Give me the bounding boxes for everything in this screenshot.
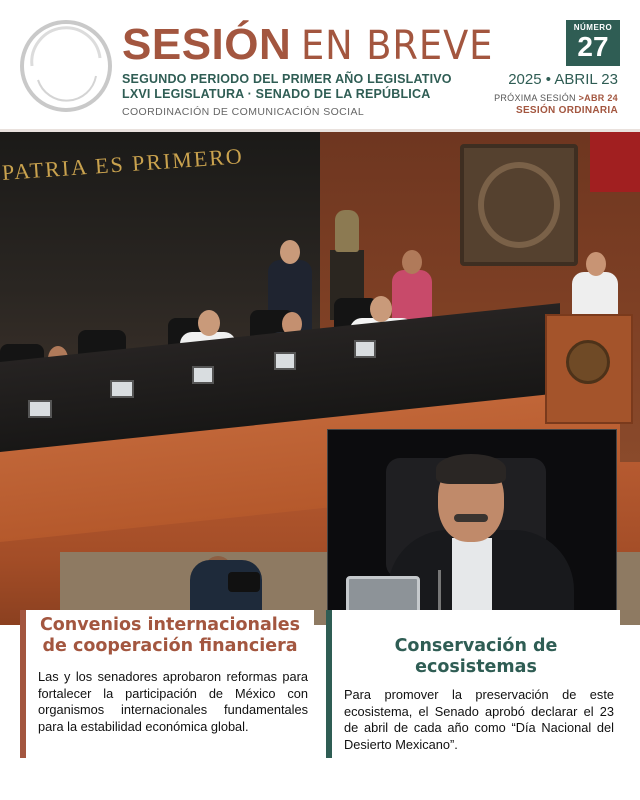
seated-person-head [370,296,392,322]
senate-logo-icon [18,18,114,114]
coordination-credit: COORDINACIÓN DE COMUNICACIÓN SOCIAL [122,106,365,118]
camera-icon [228,572,260,592]
issue-date: 2025 • ABRIL 23 [508,71,618,88]
subtitle-period: SEGUNDO PERIODO DEL PRIMER AÑO LEGISLATIVO [122,72,452,86]
desk-monitor [192,366,214,384]
wall-relief [460,144,578,266]
desk-monitor [354,340,376,358]
next-session-date: >ABR 24 [578,93,618,103]
issue-number-label: NÚMERO [573,23,613,32]
flag [590,132,640,192]
title-light: EN BREVE [301,23,494,69]
wall-motto: PATRIA ES PRIMERO [1,143,245,185]
next-session [494,93,618,103]
issue-number: 27 [577,31,609,62]
article-financial-cooperation [20,610,314,758]
article-ecosystem-conservation [326,610,620,758]
closeup-mustache [454,514,488,522]
national-seal-icon [566,340,610,384]
subtitle-legislature: LXVI LEGISLATURA · SENADO DE LA REPÚBLICA [122,87,431,101]
desk-monitor [110,380,134,398]
desk-monitor [274,352,296,370]
speaker-closeup-inset [327,429,617,625]
desk-monitor [28,400,52,418]
article-title: Convenios internacionales de cooperación financiera [39,615,301,656]
article-title: Conservación de ecosistemas [394,636,558,677]
standing-person-head [586,252,606,276]
seated-person-head [198,310,220,336]
article-body: Las y los senadores aprobaron reformas para fortalecer la participación de México con organismos internacionales fundamentales para la estabilidad económica global. [38,669,308,734]
title-bold: SESIÓN [122,20,292,69]
article-body: Para promover la preservación de este ecosistema, el Senado aprobó declarar el 23 de abril de cada año como “Día Nacional del Desierto Mexicano”. [344,687,614,752]
senate-chamber-photo [0,132,640,625]
standing-person-head [402,250,422,274]
issue-number-badge [566,20,620,66]
closeup-hair [436,454,506,484]
publication-title [122,22,510,68]
bust-statue [335,210,359,252]
standing-person-head [280,240,300,264]
next-session-label: PRÓXIMA SESIÓN [494,93,576,103]
session-type: SESIÓN ORDINARIA [515,105,618,116]
masthead [0,0,640,130]
